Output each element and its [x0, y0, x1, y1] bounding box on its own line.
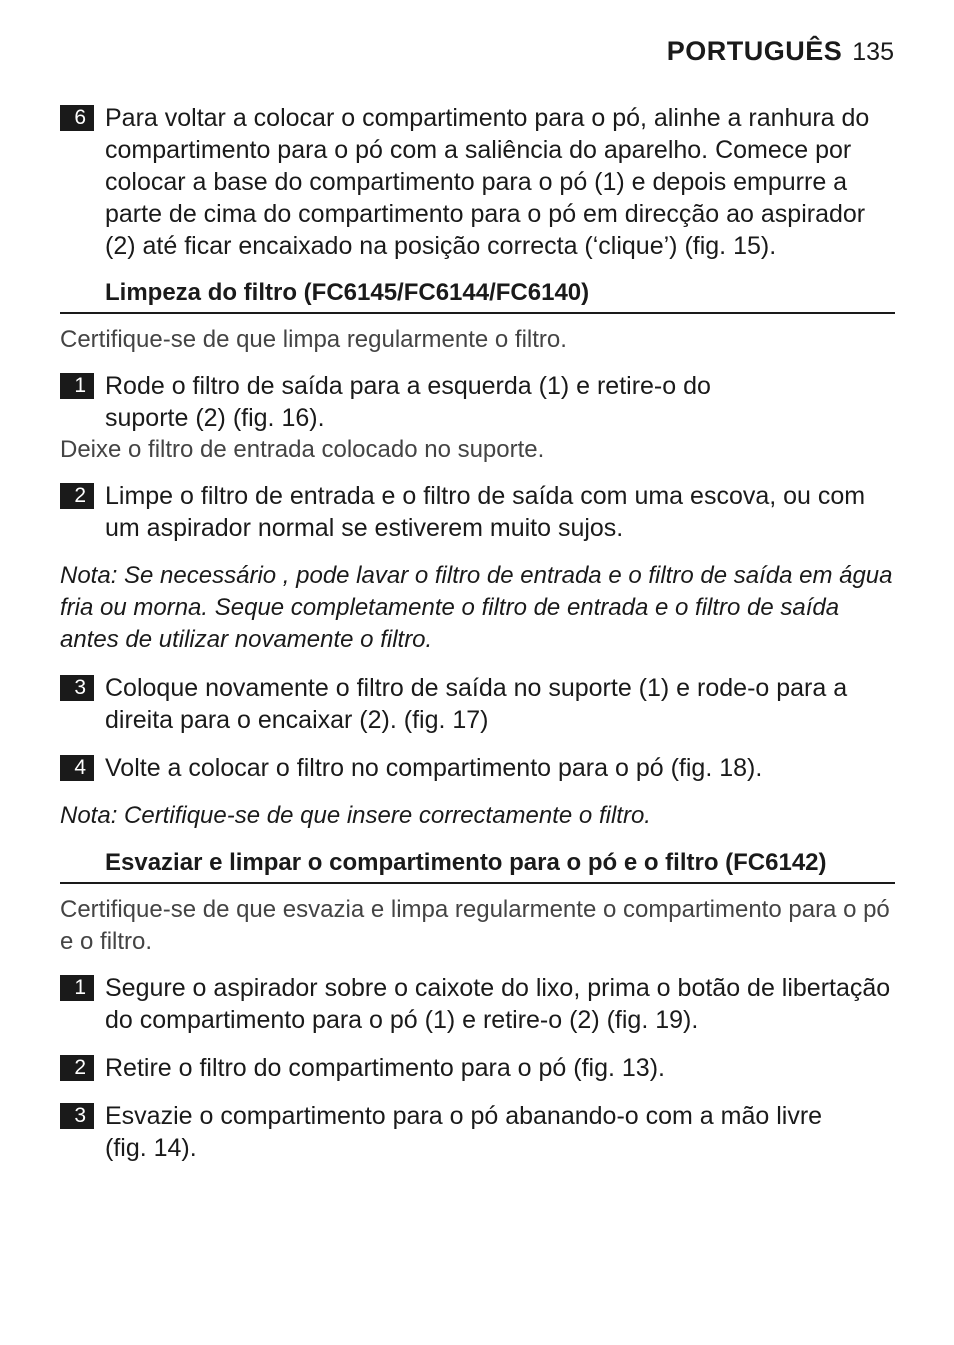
page-number: 135	[852, 38, 894, 66]
step-text: Rode o filtro de saída para a esquerda (1) e retire-o do suporte (2) (fig. 16).	[105, 372, 711, 432]
filter-step-1-note: Deixe o filtro de entrada colocado no suporte.	[60, 436, 545, 463]
step-text: Limpe o filtro de entrada e o filtro de saída com uma escova, ou com um aspirador normal se estiverem muito sujos.	[105, 482, 866, 542]
empty-intro: Certifique-se de que esvazia e limpa regularmente o compartimento para o pó e o filtro.	[60, 896, 890, 955]
step-number-badge: 3	[60, 1103, 94, 1129]
language-label: PORTUGUÊS	[666, 36, 843, 66]
filter-step-2	[60, 480, 895, 544]
step-6	[60, 102, 895, 262]
step-number-badge: 3	[60, 675, 94, 701]
filter-step-1	[60, 370, 895, 434]
step-text: Coloque novamente o filtro de saída no suporte (1) e rode-o para a direita para o encaixar (2). (fig. 17)	[105, 674, 848, 734]
step-number-badge: 6	[60, 105, 94, 131]
empty-step-3	[60, 1100, 895, 1164]
section-heading-empty-compartment: Esvaziar e limpar o compartimento para o pó e o filtro (FC6142)	[60, 848, 895, 884]
step-number-badge: 4	[60, 755, 94, 781]
page-header	[667, 36, 894, 67]
step-text: Retire o filtro do compartimento para o pó (fig. 13).	[105, 1054, 665, 1082]
filter-note-wash: Nota: Se necessário , pode lavar o filtro de entrada e o filtro de saída em água fria ou morna. Seque completamente o filtro de entrada e o filtro de saída antes de utilizar novamente o filtro.	[60, 562, 893, 653]
filter-step-3	[60, 672, 895, 736]
filter-intro: Certifique-se de que limpa regularmente o filtro.	[60, 326, 567, 353]
step-number-badge: 2	[60, 483, 94, 509]
step-text: Para voltar a colocar o compartimento para o pó, alinhe a ranhura do compartimento para o pó com a saliência do aparelho. Comece por colocar a base do compartimento para o pó (1) e depois empurre a parte de cima do compartimento para o pó em direcção ao aspirador (2) até ficar encaixado na posição correcta (‘clique’) (fig. 15).	[105, 104, 870, 260]
empty-step-1	[60, 972, 895, 1036]
step-text: Esvazie o compartimento para o pó abanando-o com a mão livre (fig. 14).	[105, 1102, 823, 1162]
section-heading-filter-cleaning: Limpeza do filtro (FC6145/FC6144/FC6140)	[60, 278, 895, 314]
step-number-badge: 2	[60, 1055, 94, 1081]
empty-step-2	[60, 1052, 895, 1084]
step-number-badge: 1	[60, 373, 94, 399]
step-text: Segure o aspirador sobre o caixote do lixo, prima o botão de libertação do compartimento para o pó (1) e retire-o (2) (fig. 19).	[105, 974, 891, 1034]
step-text: Volte a colocar o filtro no compartimento para o pó (fig. 18).	[105, 754, 763, 782]
filter-step-4	[60, 752, 895, 784]
step-number-badge: 1	[60, 975, 94, 1001]
page-content	[60, 102, 895, 1180]
filter-note-insert: Nota: Certifique-se de que insere correctamente o filtro.	[60, 802, 651, 829]
